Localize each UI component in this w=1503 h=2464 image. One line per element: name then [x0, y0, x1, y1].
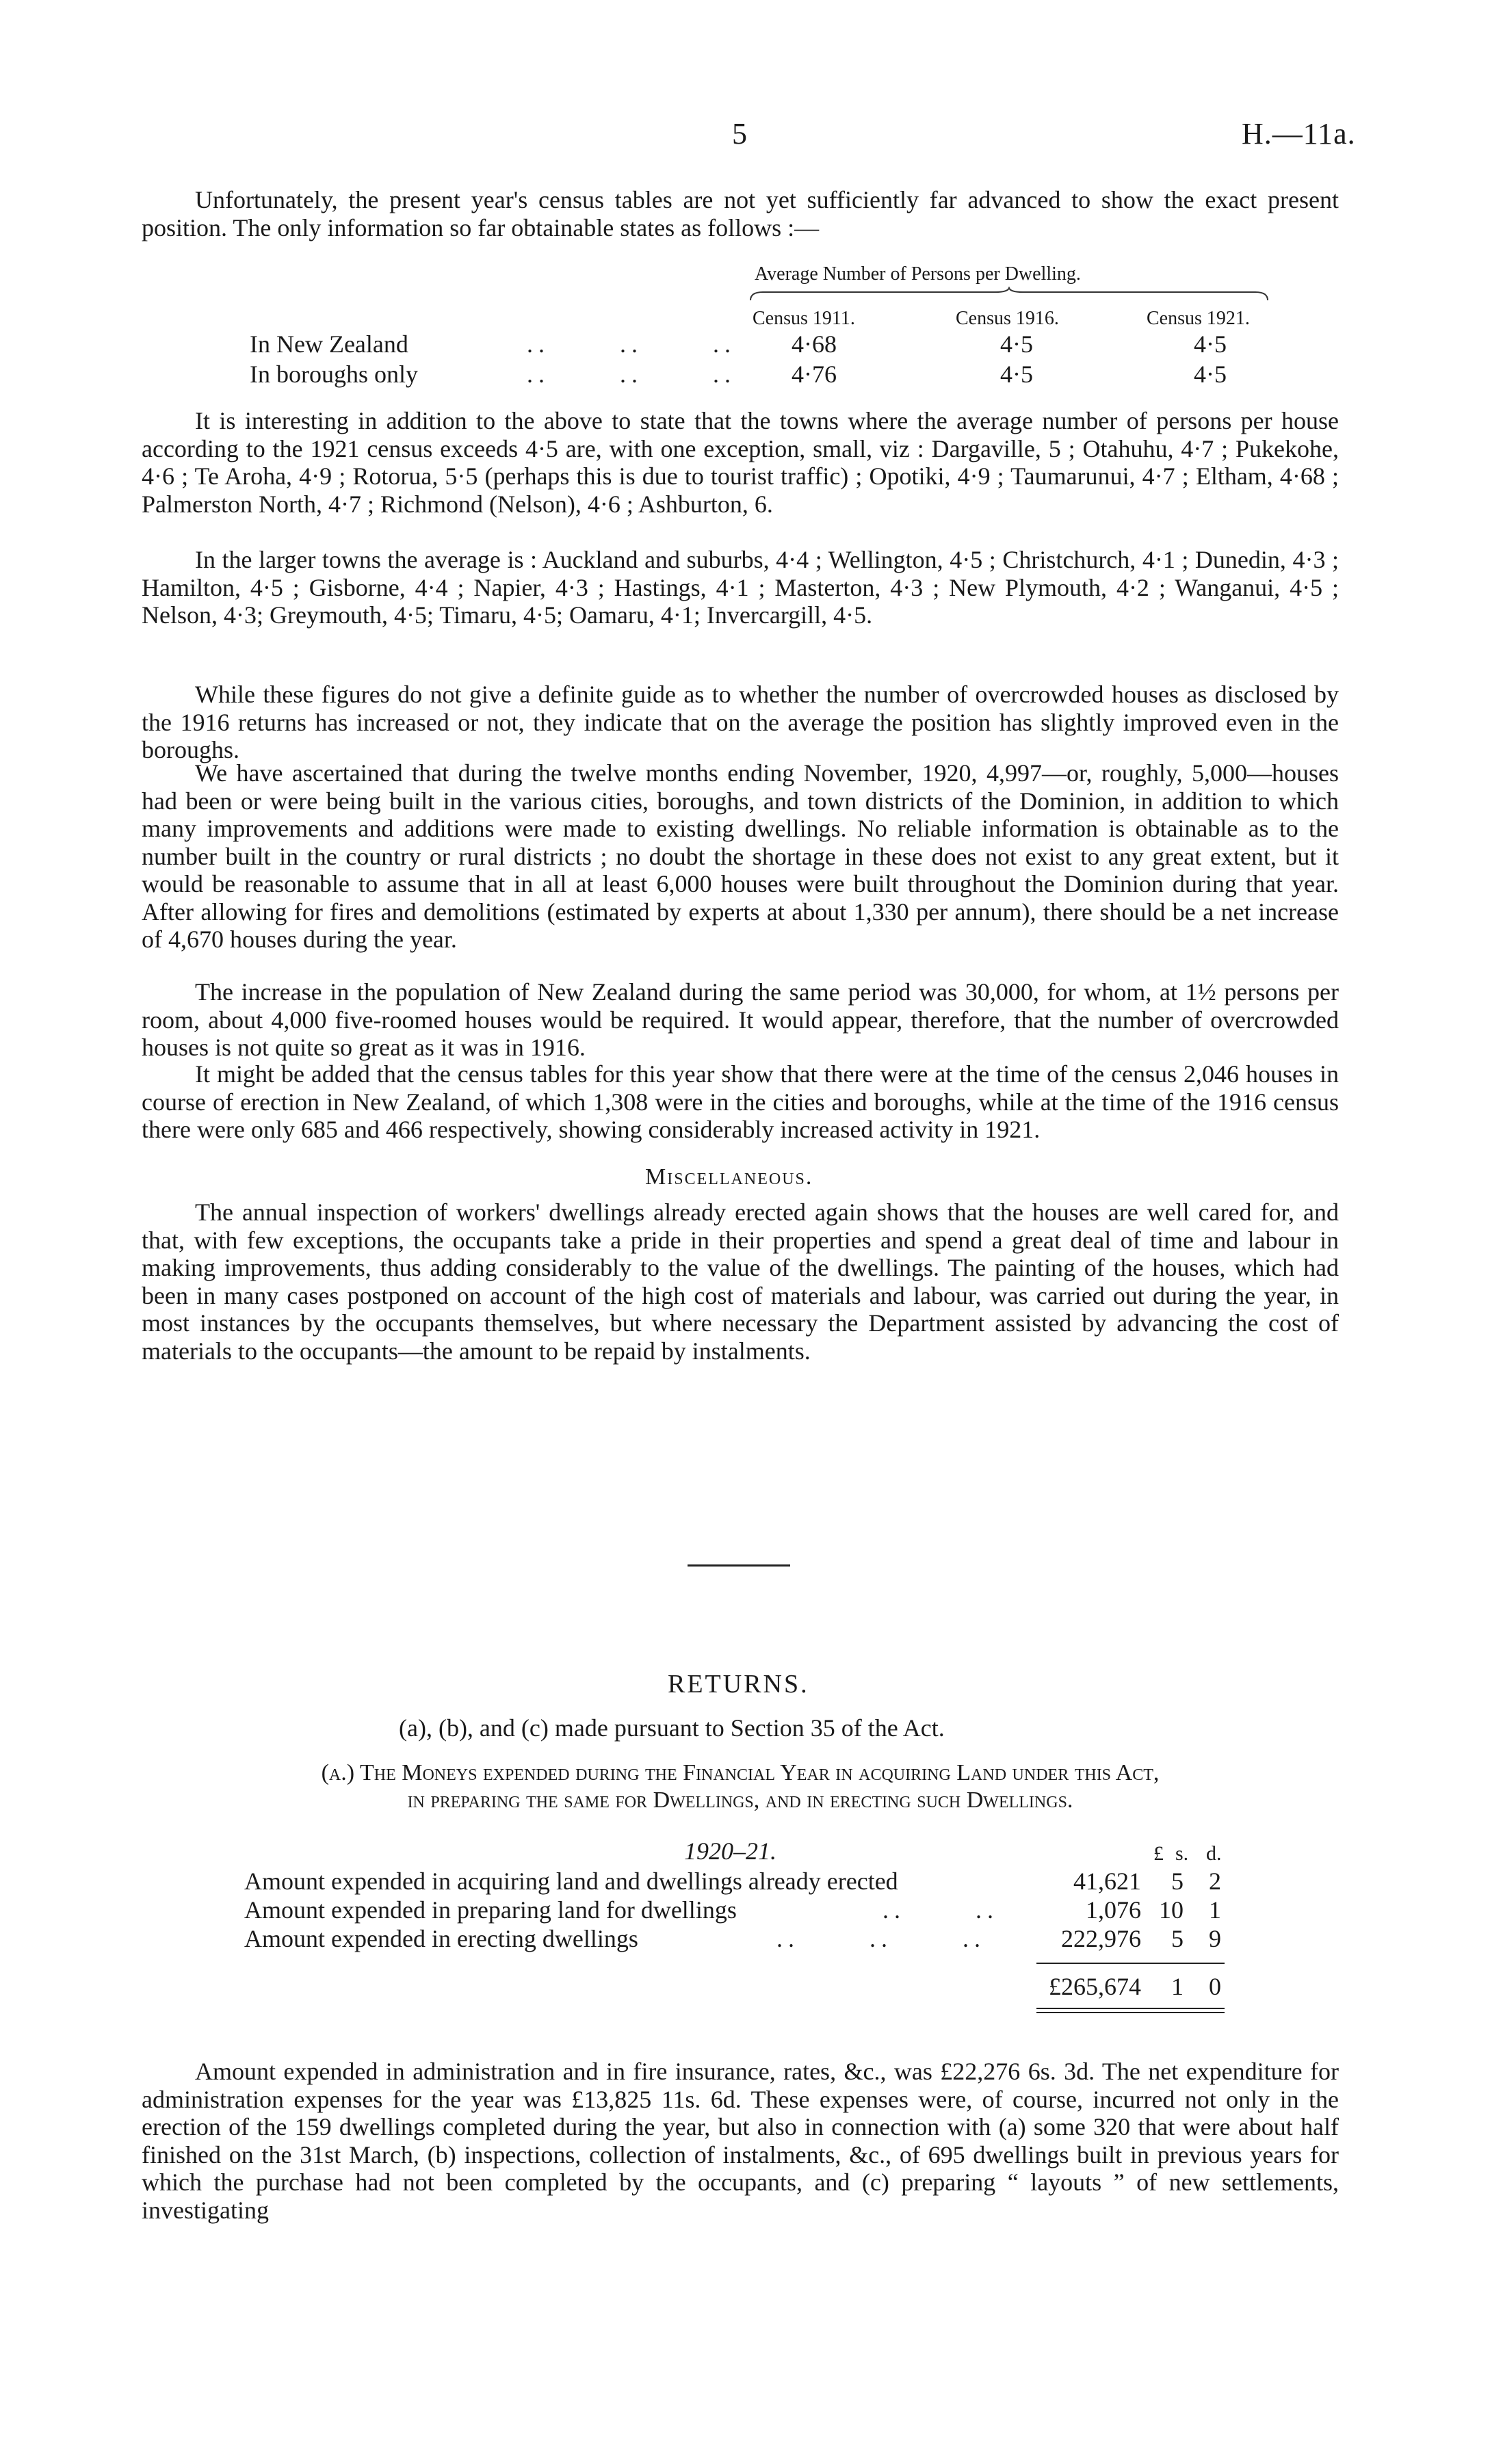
expenditure-year: 1920–21. — [684, 1837, 776, 1865]
census-row-label: In boroughs only — [250, 361, 418, 388]
expenditure-row-label: Amount expended in acquiring land and dwellings already erected — [244, 1867, 898, 1895]
census-value: 4·5 — [1000, 361, 1033, 388]
total-rule-bottom-1 — [1036, 2008, 1225, 2009]
header-shillings: s. — [1175, 1842, 1189, 1865]
expenditure-row-label: Amount expended in erecting dwellings — [244, 1925, 638, 1952]
census-col-1921: Census 1921. — [1147, 308, 1250, 329]
expenditure-total-shillings: 1 — [1171, 1973, 1184, 2000]
header-pounds: £ — [1153, 1842, 1164, 1865]
census-value: 4·76 — [792, 361, 837, 388]
expenditure-pence: 1 — [1209, 1896, 1221, 1924]
census-value: 4·5 — [1194, 330, 1227, 358]
closing-paragraph: Amount expended in administration and in fire insurance, rates, &c., was £22,276 6s. 3d. The net expenditure for administration expenses for the year was £13,825 11s. 6d. These expenses were, of course, incurred not only in the erection of the 159 dwellings completed during the year, but also in connection with (a) some 320 that were about half finished on the 31st March, (b) inspections, collection of instalments, &c., of 695 dwellings built in previous years for which the purchase had not been completed by the occupants, and (c) preparing “ layouts ” of new settlements, investigating — [142, 2058, 1339, 2224]
page-number: 5 — [732, 117, 747, 150]
expenditure-pence: 2 — [1209, 1867, 1221, 1895]
expenditure-row-dots: .. .. — [883, 1896, 999, 1924]
census-row-dots: .. .. .. — [527, 330, 736, 358]
paragraph-towns: It is interesting in addition to the above to state that the towns where the average number of persons per house according to the 1921 census exceeds 4·5 are, with one exception, small, viz : Dargaville, 5 ; Otahuhu, 4·7 ; Pukekohe, 4·6 ; Te Aroha, 4·9 ; Rotorua, 5·5 (perhaps this is due to tourist traffic) ; Opotiki, 4·9 ; Taumarunui, 4·7 ; Eltham, 4·68 ; Palmerston North, 4·7 ; Richmond (Nelson), 4·6 ; Ashburton, 6. — [142, 407, 1339, 518]
census-table — [0, 263, 1503, 400]
paragraph-population: The increase in the population of New Zealand during the same period was 30,000, for whom, at 1½ persons per room, about 4,000 five-roomed houses would be required. It would appear, therefore, that the number of overcrowded houses is not quite so great as it was in 1916. — [142, 978, 1339, 1061]
section-a-line-1: (a.) The Moneys expended during the Financial Year in acquiring Land under this Act, — [321, 1760, 1160, 1785]
census-value: 4·5 — [1194, 361, 1227, 388]
total-rule-top — [1036, 1963, 1225, 1964]
census-table-title: Average Number of Persons per Dwelling. — [755, 263, 1081, 285]
expenditure-shillings: 5 — [1171, 1867, 1184, 1895]
census-col-1916: Census 1916. — [956, 308, 1059, 329]
intro-paragraph: Unfortunately, the present year's census tables are not yet sufficiently far advanced to show the exact present position. The only information so far obtainable states as follows :— — [142, 186, 1339, 241]
returns-subtitle: (a), (b), and (c) made pursuant to Section 35 of the Act. — [399, 1714, 945, 1742]
header-pence: d. — [1206, 1842, 1222, 1865]
census-row-dots: .. .. .. — [527, 361, 736, 388]
paragraph-larger-towns: In the larger towns the average is : Auckland and suburbs, 4·4 ; Wellington, 4·5 ; Christchurch, 4·1 ; Dunedin, 4·3 ; Hamilton, 4·5 ; Gisborne, 4·4 ; Napier, 4·3 ; Hastings, 4·1 ; Masterton, 4·3 ; New Plymouth, 4·2 ; Wanganui, 4·5 ; Nelson, 4·3; Greymouth, 4·5; Timaru, 4·5; Oamaru, 4·1; Invercargill, 4·5. — [142, 546, 1339, 629]
census-value: 4·5 — [1000, 330, 1033, 358]
section-divider — [688, 1564, 790, 1567]
expenditure-pence: 9 — [1209, 1925, 1221, 1952]
expenditure-total-pounds: £265,674 — [1049, 1973, 1141, 2000]
expenditure-total-pence: 0 — [1209, 1973, 1221, 2000]
returns-section-a-heading — [142, 1759, 1339, 1814]
expenditure-table — [0, 1837, 1503, 2015]
census-brace — [749, 287, 1269, 303]
expenditure-row-label: Amount expended in preparing land for dwellings — [244, 1896, 737, 1924]
paragraph-ascertained: We have ascertained that during the twelve months ending November, 1920, 4,997—or, roughly, 5,000—houses had been or were being built in the various cities, boroughs, and town districts of the Dominion, in addition to which many improvements and additions were made to existing dwellings. No reliable information is obtainable as to the number built in the country or rural districts ; no doubt the shortage in these does not exist to any great extent, but it would be reasonable to assume that in all at least 6,000 houses were built throughout the Dominion during that year. After allowing for fires and demolitions (estimated by experts at about 1,330 per annum), there should be a net increase of 4,670 houses during the year. — [142, 759, 1339, 953]
expenditure-pounds: 222,976 — [1061, 1925, 1141, 1952]
misc-paragraph: The annual inspection of workers' dwellings already erected again shows that the houses are well cared for, and that, with few exceptions, the occupants take a pride in their properties and spend a great deal of time and labour in making improvements, thus adding considerably to the value of the dwellings. The painting of the houses, which had been in many cases postponed on account of the high cost of materials and labour, was carried out during the year, in most instances by the occupants themselves, but where necessary the Department assisted by advancing the cost of materials to the occupants—the amount to be repaid by instalments. — [142, 1198, 1339, 1365]
expenditure-shillings: 10 — [1159, 1896, 1184, 1924]
paragraph-census-tables: It might be added that the census tables for this year show that there were at the time of the census 2,046 houses in course of erection in New Zealand, of which 1,308 were in the cities and boroughs, while at the time of the 1916 census there were only 685 and 466 respectively, showing considerably increased activity in 1921. — [142, 1060, 1339, 1143]
document-id: H.—11a. — [1242, 117, 1356, 150]
census-value: 4·68 — [792, 330, 837, 358]
census-col-1911: Census 1911. — [753, 308, 855, 329]
expenditure-row-dots: .. .. .. — [776, 1925, 986, 1952]
section-a-line-2: in preparing the same for Dwellings, and in erecting such Dwellings. — [407, 1787, 1073, 1813]
expenditure-pounds: 41,621 — [1073, 1867, 1141, 1895]
paragraph-figures: While these figures do not give a definite guide as to whether the number of overcrowded houses as disclosed by the 1916 returns has increased or not, they indicate that on the average the position has slightly improved even in the boroughs. — [142, 681, 1339, 763]
census-row-label: In New Zealand — [250, 330, 408, 358]
total-rule-bottom-2 — [1036, 2012, 1225, 2013]
returns-title: RETURNS. — [668, 1670, 809, 1699]
expenditure-shillings: 5 — [1171, 1925, 1184, 1952]
expenditure-pounds: 1,076 — [1086, 1896, 1141, 1924]
misc-heading: Miscellaneous. — [645, 1164, 813, 1190]
